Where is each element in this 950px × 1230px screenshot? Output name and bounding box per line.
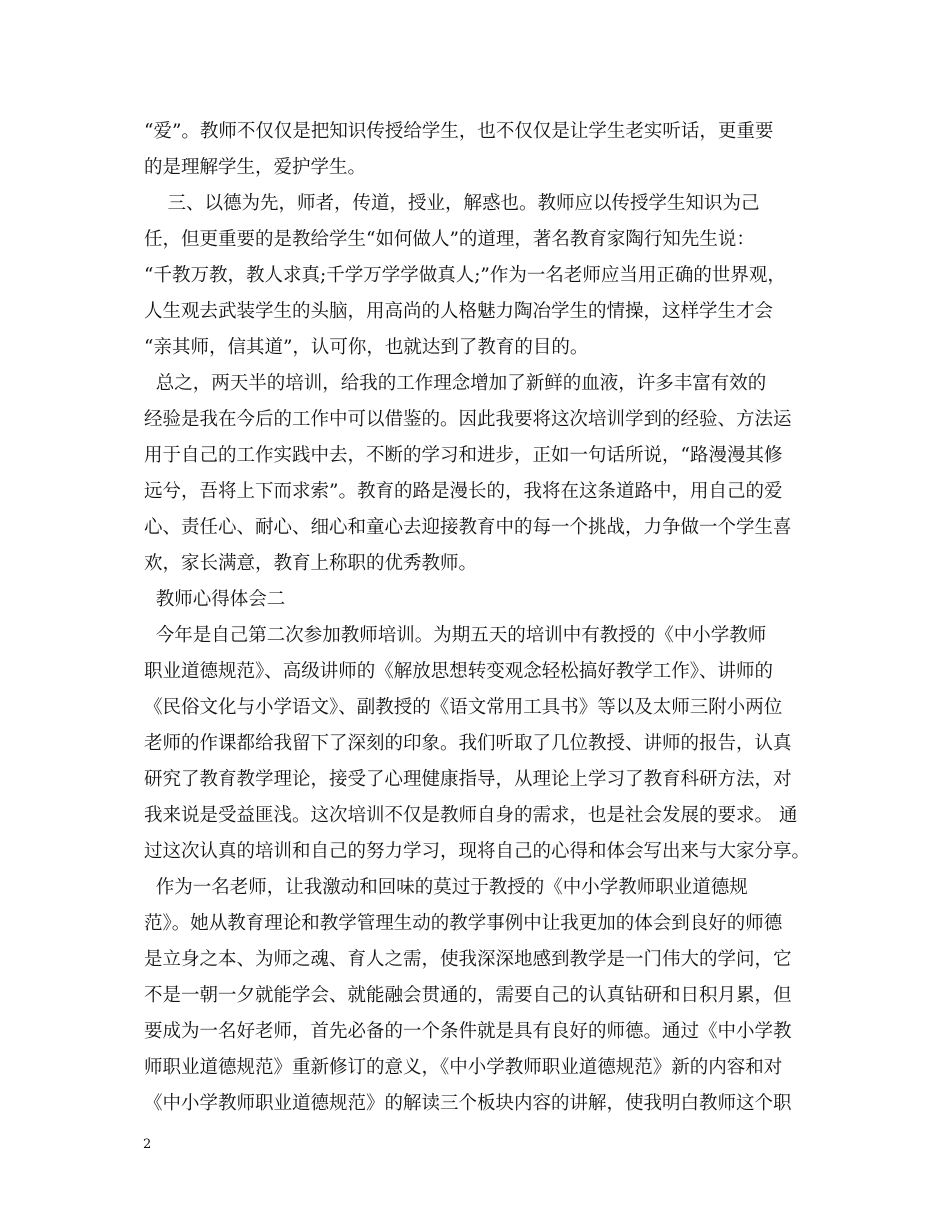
text-line: 研究了教育教学理论，接受了心理健康指导，从理论上学习了教育科研方法，对: [144, 769, 792, 790]
text-line: 范》。她从教育理论和教学管理生动的教学事例中让我更加的体会到良好的师德: [144, 913, 783, 934]
text-line: “亲其师，信其道”，认可你，也就达到了教育的目的。: [144, 337, 589, 358]
text-line: 总之，两天半的培训，给我的工作理念增加了新鲜的血液，许多丰富有效的: [144, 373, 767, 394]
page-number: 2: [143, 1137, 152, 1152]
text-line: 《民俗文化与小学语文》、副教授的《语文常用工具书》等以及太师三附小两位: [144, 697, 783, 718]
text-line: 师职业道德规范》重新修订的意义，《中小学教师职业道德规范》新的内容和对: [144, 1057, 783, 1078]
text-line: 人生观去武装学生的头脑，用高尚的人格魅力陶冶学生的情操，这样学生才会: [144, 301, 774, 322]
text-line: 三、以德为先，师者，传道，授业，解惑也。教师应以传授学生知识为己: [144, 193, 760, 214]
text-line: “千教万教，教人求真;千学万学学做真人;”作为一名老师应当用正确的世界观，: [144, 265, 786, 286]
text-line: 欢，家长满意，教育上称职的优秀教师。: [144, 553, 478, 574]
text-line: 要成为一名好老师，首先必备的一个条件就是具有良好的师德。通过《中小学教: [144, 1021, 792, 1042]
text-line: 过这次认真的培训和自己的努力学习，现将自己的心得和体会写出来与大家分享。: [144, 841, 811, 862]
text-line: 心、责任心、耐心、细心和童心去迎接教育中的每一个挑战，力争做一个学生喜: [144, 517, 792, 538]
text-line: 不是一朝一夕就能学会、就能融会贯通的，需要自己的认真钻研和日积月累，但: [144, 985, 792, 1006]
text-line: “爱”。教师不仅仅是把知识传授给学生，也不仅仅是让学生老实听话，更重要: [144, 121, 774, 142]
text-line: 我来说是受益匪浅。这次培训不仅是教师自身的需求，也是社会发展的要求。 通: [144, 805, 798, 826]
text-line: 老师的作课都给我留下了深刻的印象。我们听取了几位教授、讲师的报告，认真: [144, 733, 792, 754]
section-heading: 教师心得体会二: [144, 589, 286, 610]
text-line: 作为一名老师，让我激动和回味的莫过于教授的《中小学教师职业道德规: [144, 877, 748, 898]
text-line: 任，但更重要的是教给学生“如何做人”的道理，著名教育家陶行知先生说：: [144, 229, 755, 250]
text-line: 职业道德规范》、高级讲师的《解放思想转变观念轻松搞好教学工作》、讲师的: [144, 661, 774, 682]
text-line: 经验是我在今后的工作中可以借鉴的。因此我要将这次培训学到的经验、方法运: [144, 409, 792, 430]
text-line: 的是理解学生，爱护学生。: [144, 157, 367, 178]
text-line: 是立身之本、为师之魂、育人之需，使我深深地感到教学是一门伟大的学问，它: [144, 949, 792, 970]
text-line: 《中小学教师职业道德规范》的解读三个板块内容的讲解，使我明白教师这个职: [144, 1093, 792, 1114]
text-line: 今年是自己第二次参加教师培训。为期五天的培训中有教授的《中小学教师: [144, 625, 767, 646]
text-line: 用于自己的工作实践中去，不断的学习和进步，正如一句话所说，“路漫漫其修: [144, 445, 783, 466]
text-line: 远兮，吾将上下而求索”。教育的路是漫长的，我将在这条道路中，用自己的爱: [144, 481, 783, 502]
